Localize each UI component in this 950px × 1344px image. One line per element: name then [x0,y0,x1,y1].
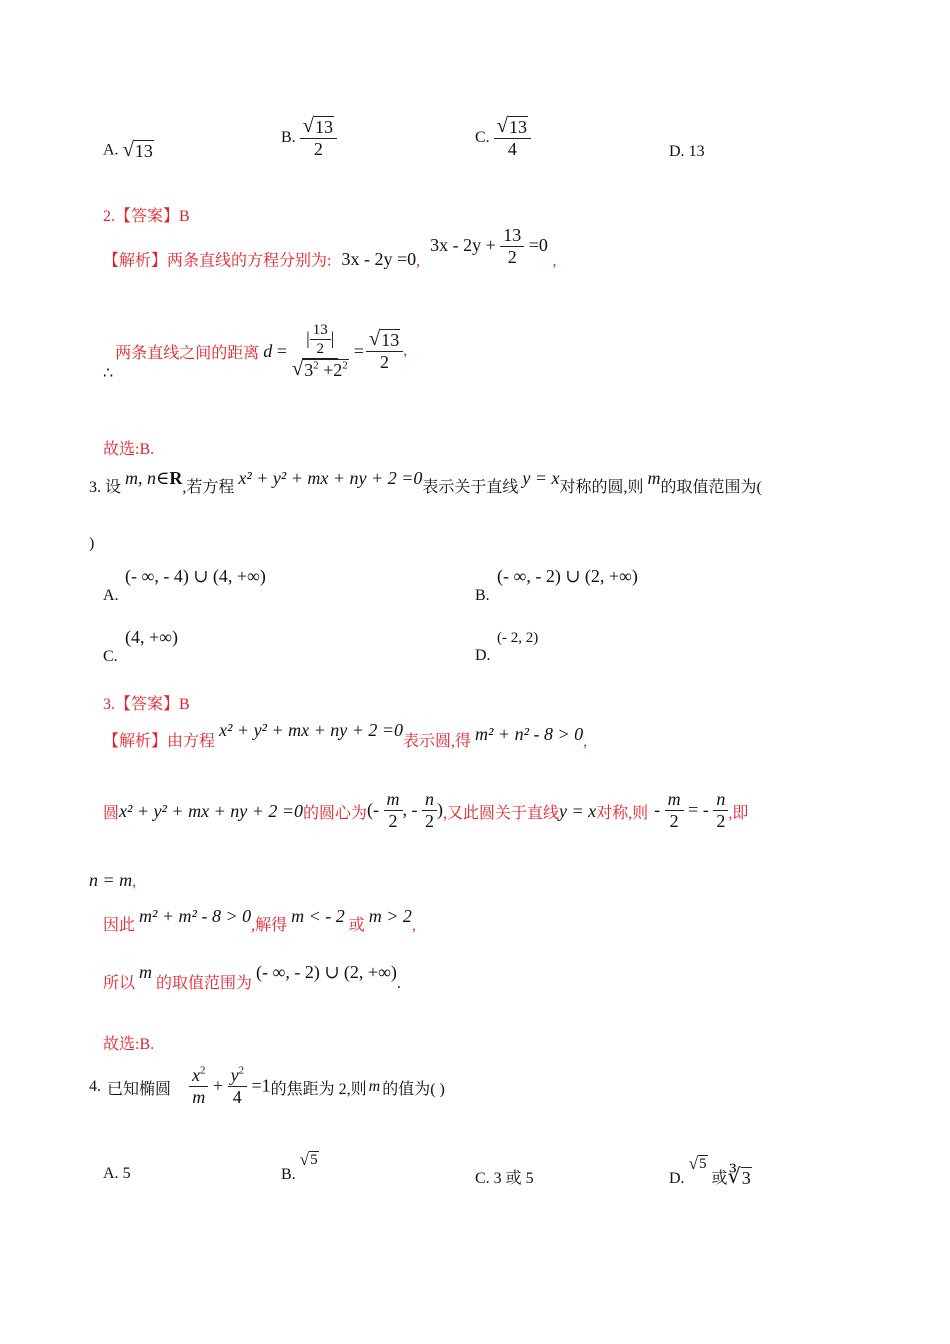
distance-fraction: | $\frac{13}{2}$ | √ $3^2 +2^2$ [291,322,348,380]
q3-option-c: (4, +∞) C. [103,627,178,665]
q3-analysis-4: 因此 m² + m² - 8 > 0,解得 m < - 2 或 m > 2, [103,906,416,934]
q2-answer-heading: 2.【答案】B [103,208,190,225]
circle-center: (- $\frac{m}{2}$ , - $\frac{n}{2}$ ) [367,789,444,831]
q3-option-d: (- 2, 2) D. [475,630,539,664]
q2-option-c: C. √ 13 4 [475,116,531,160]
result-fraction: √ 13 2 [366,329,403,373]
q3-answer-heading: 3.【答案】B [103,696,190,713]
q2-analysis-line: 【解析】两条直线的方程分别为: 3x - 2y =0, 3x - 2y + $\frac{13}{2}$ =0 , [103,225,557,270]
symmetry-relation: - $\frac{m}{2}$ = - $\frac{n}{2}$ [654,790,728,832]
q4-stem: 4. 已知椭圆 $\frac{x^2}{m}$ + $\frac{y^2}{4}$ =1 的焦距为 2,则 m 的值为( ) [89,1064,445,1107]
q2-option-a: A. √ 13 [103,139,153,161]
ellipse-equation: $\frac{x^2}{m}$ + $\frac{y^2}{4}$ =1 [189,1066,271,1108]
q3-option-a: (- ∞, - 4) ∪ (4, +∞) A. [103,566,266,604]
fraction: √ 13 2 [300,116,337,160]
math-line1: 3x - 2y =0 [341,249,417,270]
q3-stem: 3. 设 m, n∈R,若方程 x² + y² + mx + ny + 2 =0表示关于直线 y = x对称的圆,则 m的取值范围为( [89,468,762,496]
fraction: √ 13 4 [494,116,531,160]
sqrt-expr: √ 13 [122,139,153,161]
q4-option-b: B. √ 5 [281,1150,318,1183]
q3-conclusion: 故选:B. [103,1036,155,1053]
q2-option-d: D. 13 [669,143,705,160]
q4-option-a: A. 5 [103,1165,131,1182]
sqrt-expr: √ 5 [299,1150,318,1169]
q2-option-b: B. √ 13 2 [281,116,337,160]
q2-conclusion: 故选:B. [103,441,155,458]
q2-distance-line: ∴ 两条直线之间的距离 d = | $\frac{13}{2}$ | √ $3^2 +2^2$ = √ 13 2 , [103,322,408,383]
q3-stem-close: ) [89,535,95,552]
q3-option-b: (- ∞, - 2) ∪ (2, +∞) B. [475,566,638,604]
q3-analysis-3: n = m, [89,870,137,890]
q4-option-d: D. √ 5 或 ∛ 3 [669,1154,751,1188]
q3-analysis-5: 所以 m 的取值范围为 (- ∞, - 2) ∪ (2, +∞). [103,962,401,992]
q4-option-c: C. 3 或 5 [475,1170,534,1187]
math-line2: 3x - 2y + $\frac{13}{2}$ =0 [430,225,548,267]
q3-analysis-1: 【解析】由方程 x² + y² + mx + ny + 2 =0表示圆,得 m² + n² - 8 > 0, [103,720,588,750]
q3-analysis-2: 圆 x² + y² + mx + ny + 2 =0 的圆心为 (- $\frac{m}{2}$ , - $\frac{n}{2}$ ) ,又此圆关于直线 y = x 对称,则 - $\frac{m}{2}$ = - $\frac{n}{2}$ ,即 [103,789,749,831]
